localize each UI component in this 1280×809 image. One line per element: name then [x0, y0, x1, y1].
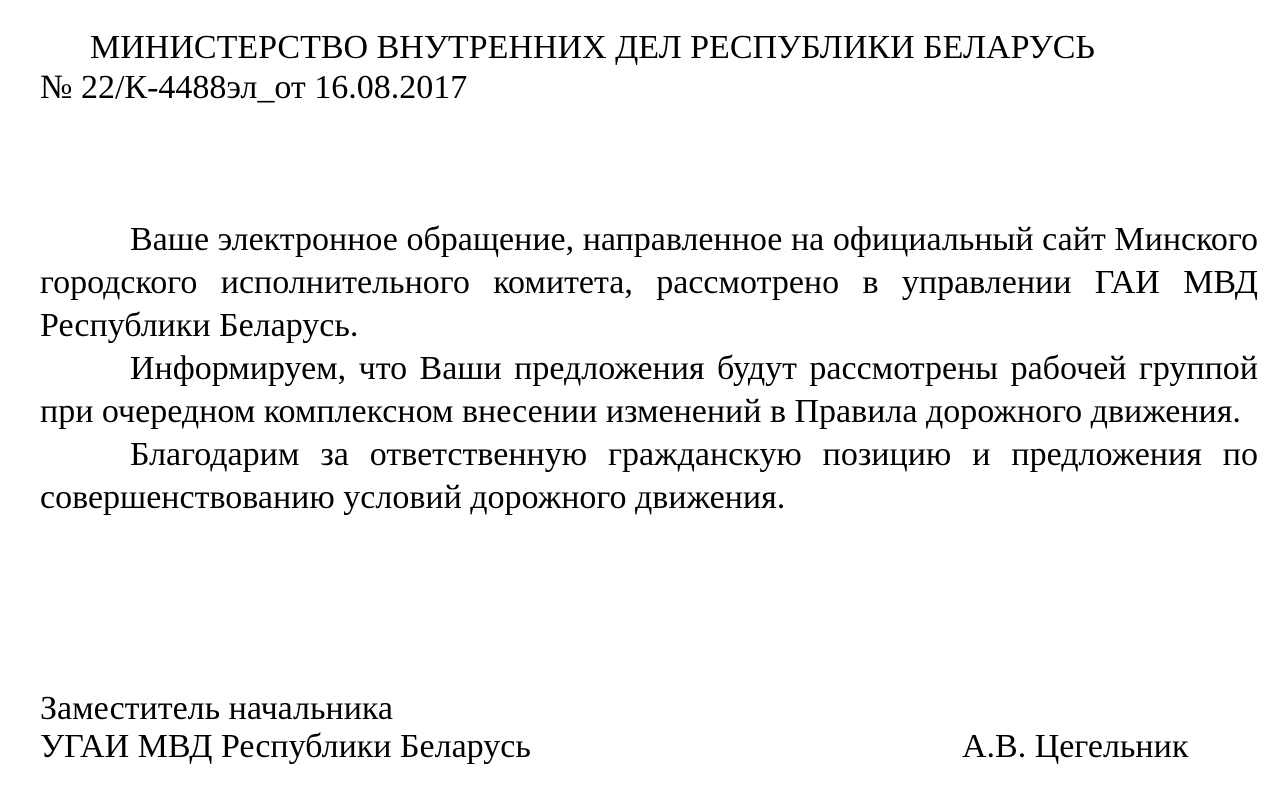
body-paragraph: Ваше электронное обращение, направленное на официальный сайт Минского городского исполнительного комитета, рассмотрено в управлении ГАИ МВД Республики Беларусь. — [40, 221, 1258, 344]
body-paragraph: Благодарим за ответственную гражданскую позицию и предложения по совершенствованию условий дорожного движения. — [40, 436, 1258, 516]
signatory-position-line: Заместитель начальника — [40, 690, 394, 727]
reference-number: № 22/К-4488эл_от 16.08.2017 — [40, 69, 468, 106]
signatory-position-line: УГАИ МВД Республики Беларусь — [40, 728, 531, 765]
body-paragraph: Информируем, что Ваши предложения будут рассмотрены рабочей группой при очередном комплексном внесении изменений в Правила дорожного движения. — [40, 350, 1258, 430]
letter-body — [40, 218, 1258, 519]
organization-heading: МИНИСТЕРСТВО ВНУТРЕННИХ ДЕЛ РЕСПУБЛИКИ БЕЛАРУСЬ — [90, 29, 1095, 66]
signatory-position — [40, 690, 531, 766]
signatory-name: А.В. Цегельник — [962, 728, 1189, 765]
